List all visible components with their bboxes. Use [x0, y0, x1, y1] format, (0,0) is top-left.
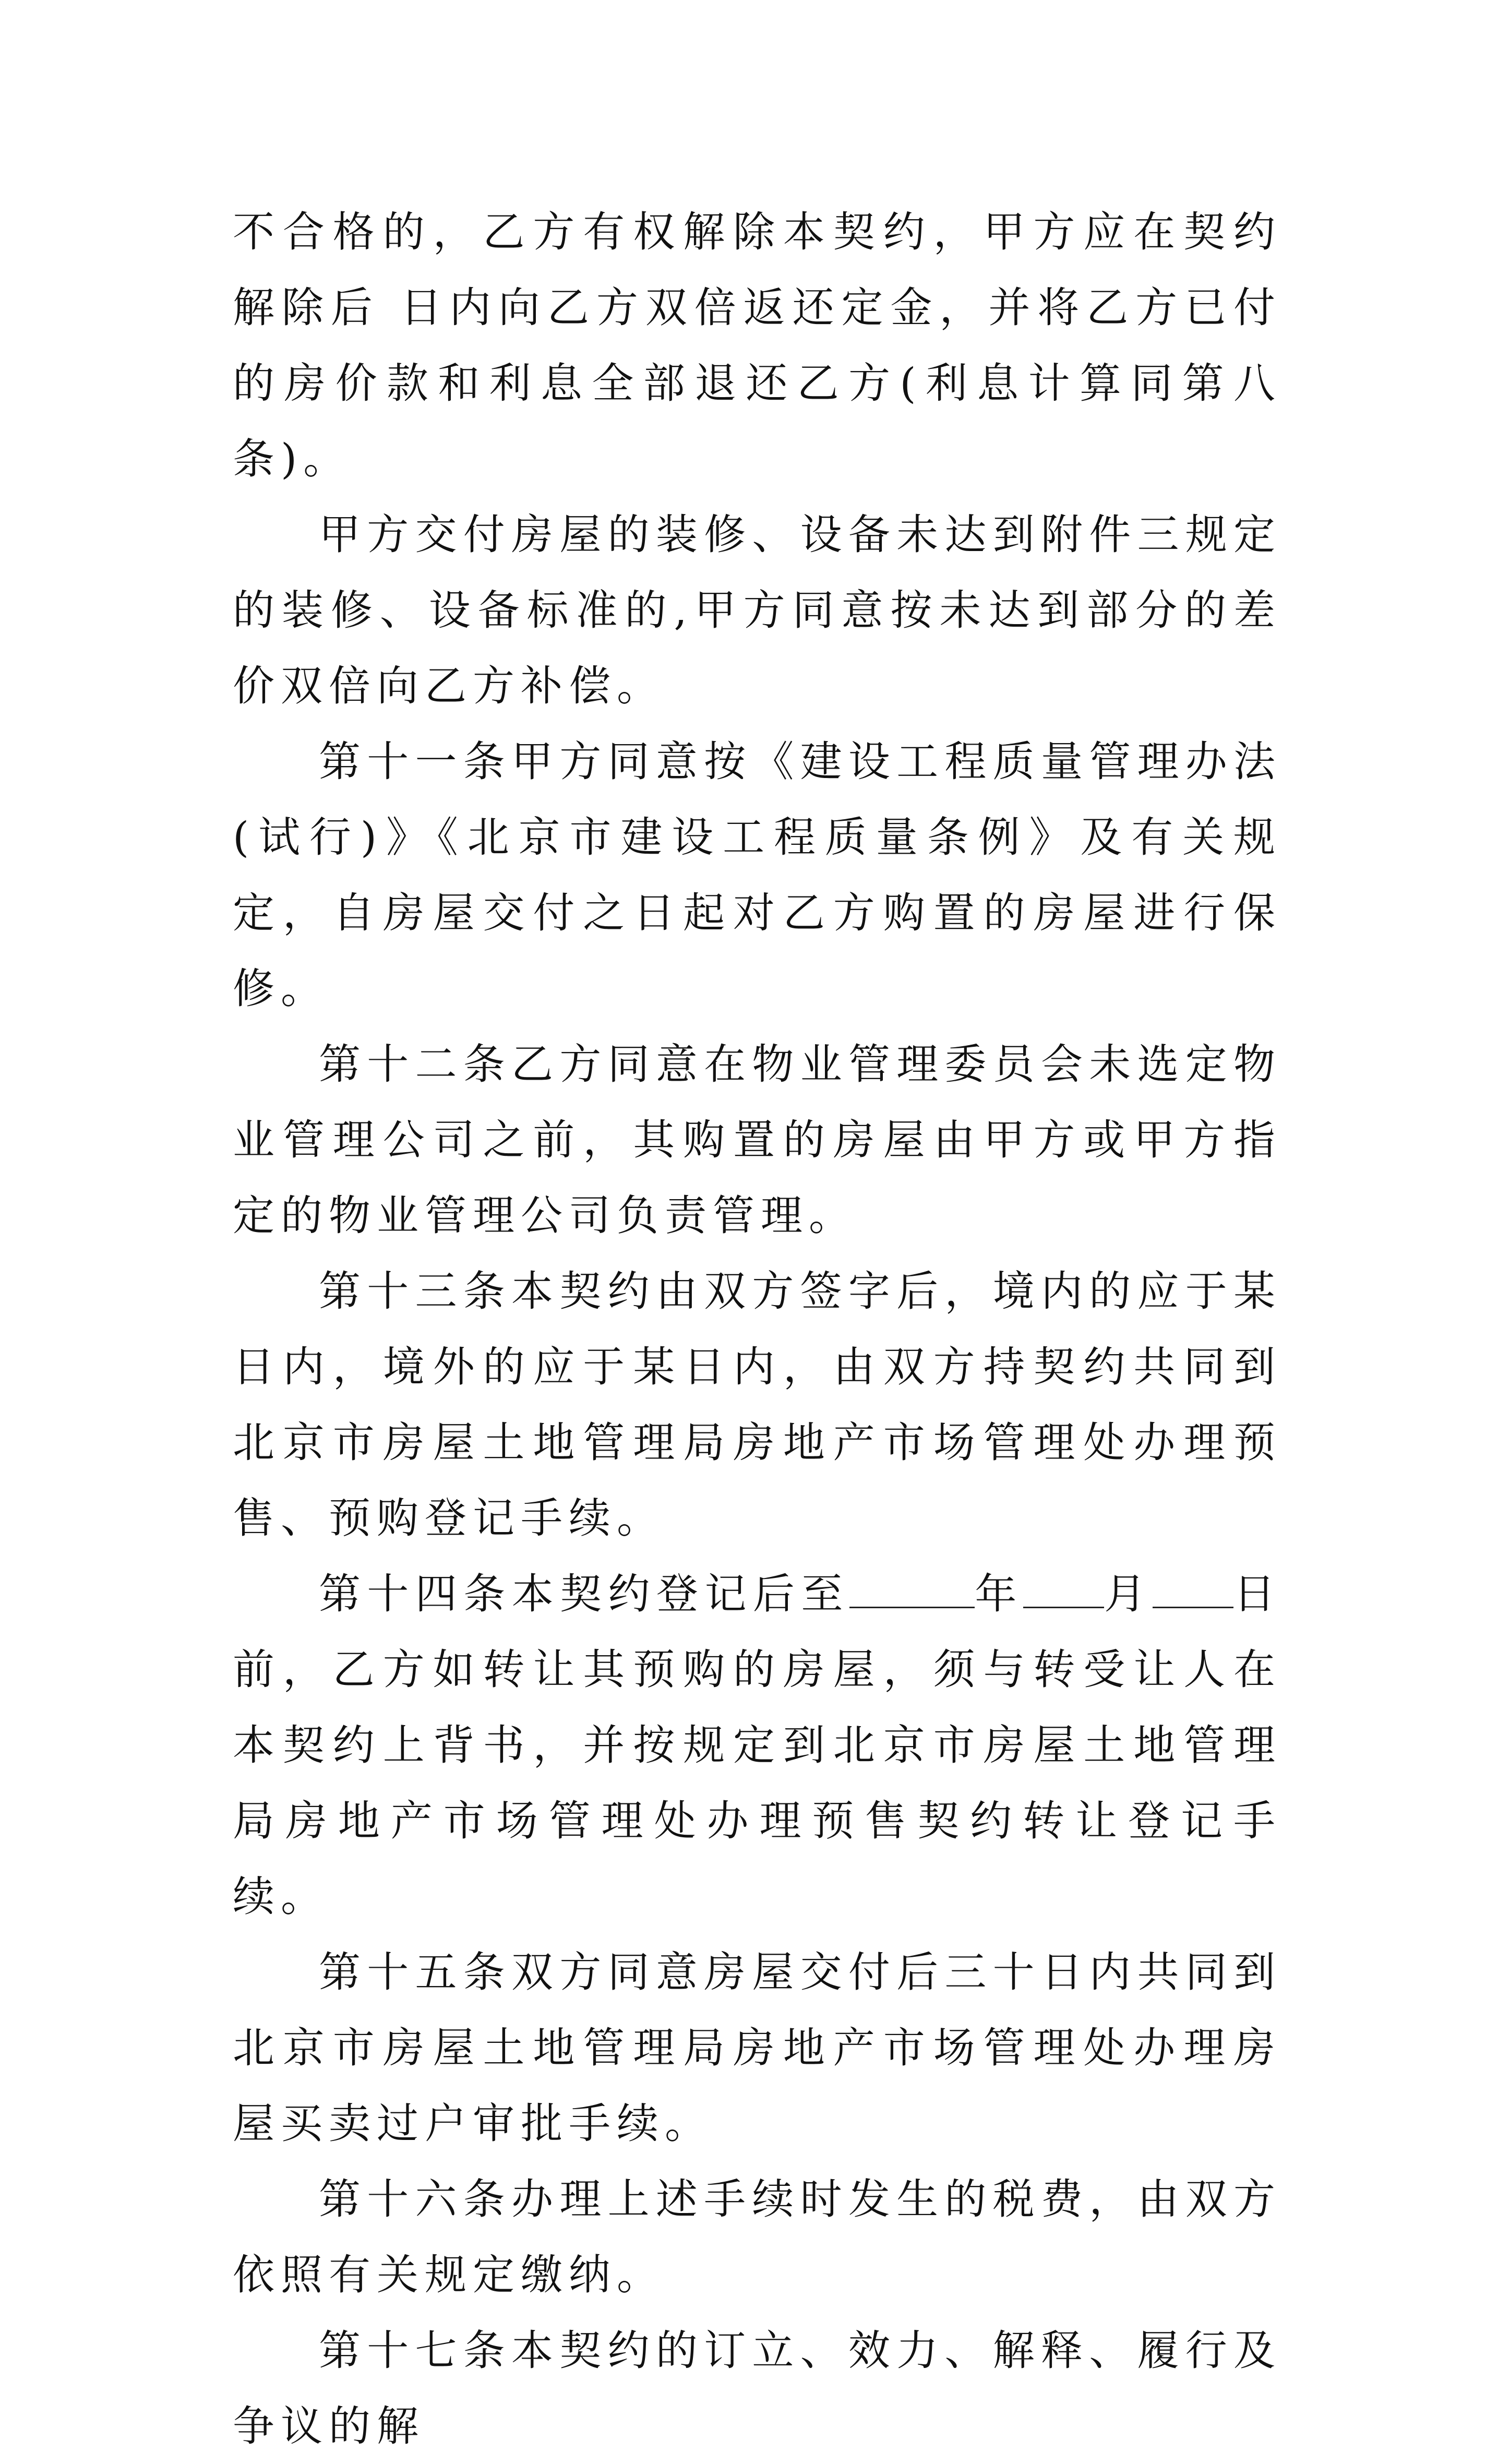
paragraph-refund-clause: 不合格的，乙方有权解除本契约，甲方应在契约解除后 日内向乙方双倍返还定金，并将乙方已付的房价款和利息全部退还乙方(利息计算同第八条)。	[233, 208, 1281, 483]
paragraph-article-14	[233, 1556, 1281, 1934]
paragraph-article-17: 第十七条本契约的订立、效力、解释、履行及争议的解	[233, 2326, 1281, 2450]
paragraph-article-15: 第十五条双方同意房屋交付后三十日内共同到北京市房屋土地管理局房地产市场管理处办理房屋买卖过户审批手续。	[233, 1948, 1281, 2148]
article-14-text-before: 第十四条本契约登记后至	[319, 1570, 849, 1618]
paragraph-article-13: 第十三条本契约由双方签字后，境内的应于某日内，境外的应于某日内，由双方持契约共同到北京市房屋土地管理局房地产市场管理处办理预售、预购登记手续。	[233, 1267, 1281, 1542]
contract-body	[233, 194, 1281, 2464]
article-14-text-after: 日前，乙方如转让其预购的房屋，须与转受让人在本契约上背书，并按规定到北京市房屋土地管理局房地产市场管理处办理预售契约转让登记手续。	[233, 1570, 1281, 1921]
year-blank-field[interactable]	[849, 1570, 975, 1608]
paragraph-decoration-compensation: 甲方交付房屋的装修、设备未达到附件三规定的装修、设备标准的,甲方同意按未达到部分的差价双倍向乙方补偿。	[233, 510, 1281, 710]
day-blank-field[interactable]	[1153, 1570, 1233, 1608]
month-label: 月	[1104, 1570, 1153, 1618]
month-blank-field[interactable]	[1023, 1570, 1104, 1608]
year-label: 年	[974, 1570, 1023, 1618]
paragraph-article-12: 第十二条乙方同意在物业管理委员会未选定物业管理公司之前，其购置的房屋由甲方或甲方指定的物业管理公司负责管理。	[233, 1040, 1281, 1240]
paragraph-article-16: 第十六条办理上述手续时发生的税费，由双方依照有关规定缴纳。	[233, 2175, 1281, 2299]
paragraph-article-11: 第十一条甲方同意按《建设工程质量管理办法(试行)》《北京市建设工程质量条例》及有关规定，自房屋交付之日起对乙方购置的房屋进行保修。	[233, 737, 1281, 1013]
